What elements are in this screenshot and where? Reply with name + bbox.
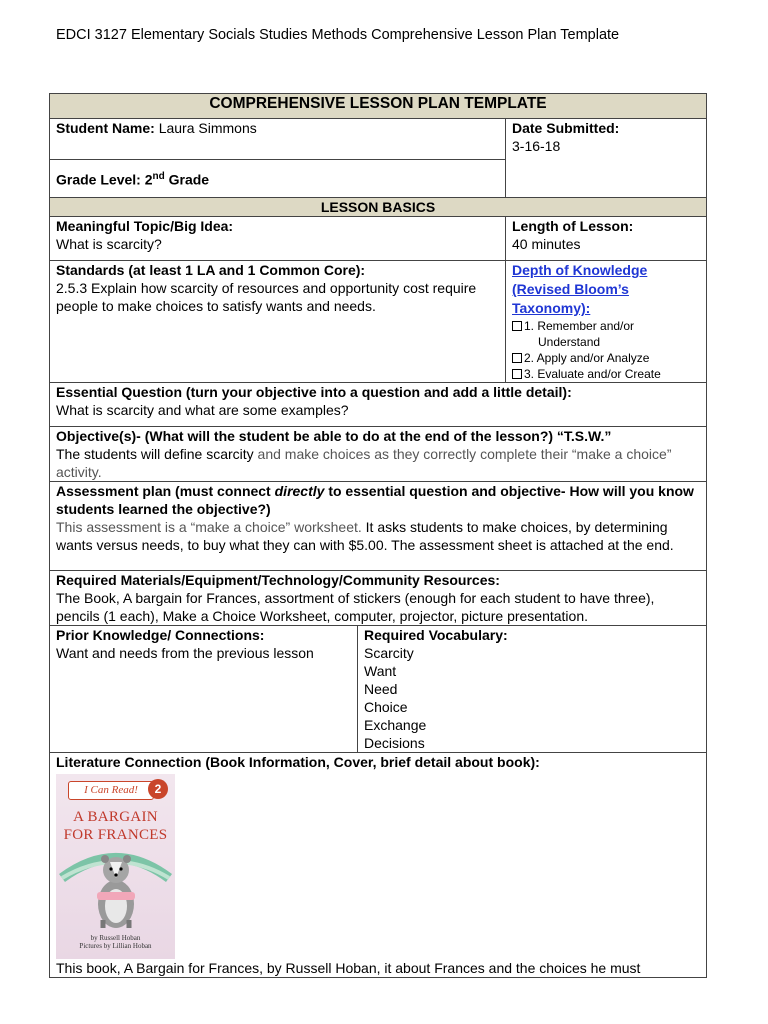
vocabulary-term: Decisions [364,735,425,751]
grade-level-suffix: nd [152,171,165,183]
objective-value-part1: The students will define scarcity [56,446,258,462]
standards-row [50,261,707,383]
date-submitted-cell [506,119,707,198]
assessment-label-part2: to essential question and objective- How will you know students learned the objective?) [56,483,694,517]
checkbox-icon[interactable] [512,321,522,331]
vocabulary-term: Choice [364,699,408,715]
assessment-label-part1: Assessment plan (must connect [56,483,275,499]
prior-knowledge-value: Want and needs from the previous lesson [56,645,314,661]
topic-cell [50,217,506,261]
vocabulary-term: Exchange [364,717,427,733]
template-title: COMPREHENSIVE LESSON PLAN TEMPLATE [50,94,707,119]
materials-row [50,571,707,626]
assessment-value-part1: This assessment is a “make a choice” worksheet. [56,519,362,535]
dok-option-3[interactable] [512,366,700,382]
vocabulary-label: Required Vocabulary: [364,627,508,643]
assessment-cell [50,482,707,571]
reading-level-badge: 2 [148,779,168,799]
title-row [50,94,707,119]
lesson-basics-row [50,198,707,217]
student-row [50,119,707,160]
dok-option-1[interactable] [512,318,700,350]
checkbox-icon[interactable] [512,369,522,379]
book-cover-image [56,774,175,959]
prior-knowledge-cell [50,626,358,753]
dok-option-3-label: 3. Evaluate and/or Create [524,367,661,381]
standards-cell [50,261,506,383]
lesson-basics-heading: LESSON BASICS [50,198,707,217]
materials-label: Required Materials/Equipment/Technology/Community Resources: [56,572,500,588]
standards-value: 2.5.3 Explain how scarcity of resources and opportunity cost require people to make choices to satisfy wants and needs. [56,280,477,314]
materials-cell [50,571,707,626]
book-cover-title-line2: FOR FRANCES [63,827,168,843]
objective-label: Objective(s)- (What will the student be able to do at the end of the lesson?) “T.S.W.” [56,428,612,444]
checkbox-icon[interactable] [512,353,522,363]
vocabulary-cell [358,626,707,753]
assessment-label [56,482,700,518]
student-name-cell [50,119,506,160]
dok-option-1-label: 1. Remember and/or [524,319,635,333]
topic-value: What is scarcity? [56,236,162,252]
materials-value: The Book, A bargain for Frances, assortment of stickers (enough for each student to have three), pencils (1 each), Make a Choice Worksheet, computer, projector, picture presentation. [56,590,655,624]
assessment-label-emphasis: directly [274,483,325,499]
literature-label: Literature Connection (Book Information, Cover, brief detail about book): [56,754,540,770]
literature-row [50,753,707,978]
dok-option-2[interactable] [512,350,700,366]
book-cover-title-line1: A BARGAIN [73,809,158,825]
grade-level-number: 2 [144,171,153,188]
grade-level-word: Grade [164,171,210,188]
essential-question-value: What is scarcity and what are some examples? [56,402,349,418]
date-value: 3-16-18 [512,138,561,154]
assessment-value [56,518,700,554]
literature-cell [50,753,707,978]
literature-description: This book, A Bargain for Frances, by Russell Hoban, it about Frances and the choices he must [56,960,641,976]
page-header: EDCI 3127 Elementary Socials Studies Methods Comprehensive Lesson Plan Template [56,27,620,43]
essential-question-cell [50,383,707,427]
vocabulary-term: Need [364,681,398,697]
prior-knowledge-label: Prior Knowledge/ Connections: [56,627,265,643]
book-cover-title [56,808,175,844]
essential-question-row [50,383,707,427]
grade-level-cell [50,160,506,198]
date-label: Date Submitted: [512,120,620,136]
grade-level-label: Grade Level: [56,171,141,188]
standards-label: Standards (at least 1 LA and 1 Common Core): [56,262,366,278]
badger-illustration-icon [56,844,175,934]
topic-row [50,217,707,261]
length-value: 40 minutes [512,236,581,252]
student-name-label: Student Name: [56,120,155,136]
student-name-value: Laura Simmons [158,120,257,136]
dok-title: Depth of Knowledge (Revised Bloom’s Taxonomy): [512,262,648,316]
dok-cell [506,261,707,383]
essential-question-label: Essential Question (turn your objective into a question and add a little detail): [56,384,572,400]
i-can-read-badge: I Can Read! [68,781,154,800]
dok-option-2-label: 2. Apply and/or Analyze [524,351,650,365]
length-cell [506,217,707,261]
objective-cell [50,427,707,482]
objective-value [56,445,700,481]
assessment-row [50,482,707,571]
book-cover-byline [56,934,175,950]
prior-vocab-row [50,626,707,753]
objective-row [50,427,707,482]
vocabulary-term: Want [364,663,397,679]
book-illustrator: Pictures by Lillian Hoban [79,942,152,950]
book-author: by Russell Hoban [90,934,141,942]
dok-option-1-label-cont: Understand [538,335,601,349]
lesson-plan-table [49,93,707,978]
vocabulary-term: Scarcity [364,645,414,661]
topic-label: Meaningful Topic/Big Idea: [56,218,234,234]
objective-value-part2: and make choices as they correctly complete their “make a choice” activity. [56,446,672,480]
assessment-value-part2: It asks students to make choices, by determining wants versus needs, to buy what they can with $5.00. The assessment sheet is attached at the end. [56,519,674,553]
length-label: Length of Lesson: [512,218,634,234]
